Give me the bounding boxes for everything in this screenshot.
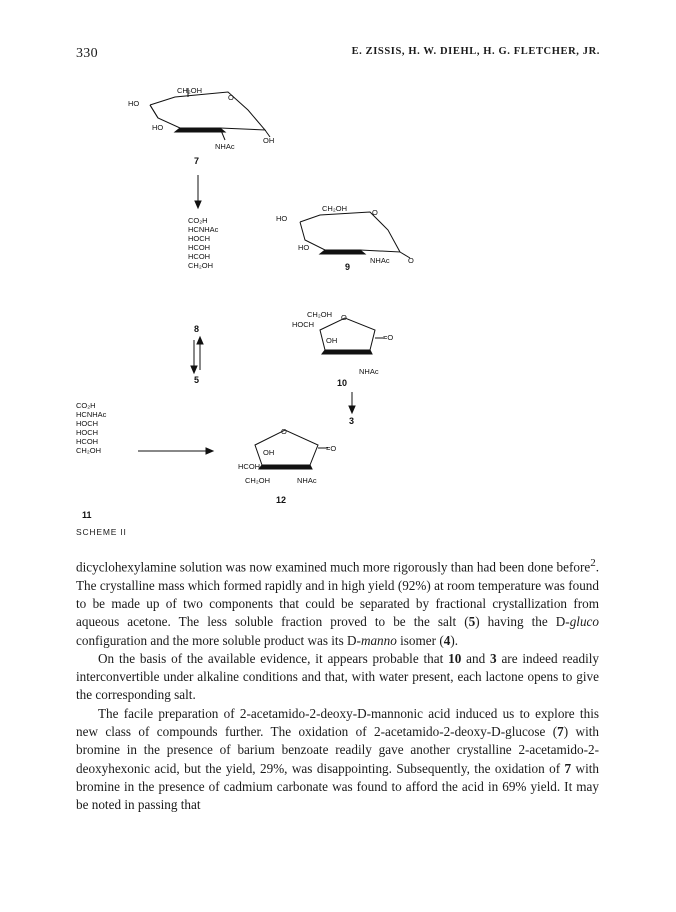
compound-number-8: 8 (194, 324, 200, 334)
label-7-o: O (228, 93, 234, 102)
label-9-nhac: NHAc (370, 256, 390, 265)
paragraph-3: The facile preparation of 2-acetamido-2-deoxy-D-mannonic acid induced us to explore this new class of compounds further. The oxidation of 2-acetamido-2-deoxy-D-glucose (7) with bromine in the presence of barium benzoate readily gave another crystalline 2-acetamido-2-deoxyhexonic acid, but the yield, 29%, was disappointing. Subsequently, the oxidation of 7 with bromine in the presence of cadmium carbonate was found to afford the acid in 69% yield. It may be noted in passing that (76, 705, 599, 813)
label-9-o: O (372, 208, 378, 217)
label-10-ch2oh: CH₂OH (307, 310, 332, 319)
pyranose-ring-9 (300, 212, 400, 252)
compound-number-5: 5 (194, 375, 200, 385)
label-12-hcoh: HCOH (238, 462, 261, 471)
label-7-ch2oh: CH₂OH (177, 86, 202, 95)
compound-number-12: 12 (276, 495, 287, 505)
label-10-oh: OH (326, 336, 338, 345)
label-10-nhac: NHAc (359, 367, 379, 376)
label-9-ch2oh: CH₂OH (322, 204, 347, 213)
label-7-ho: HO (128, 99, 140, 108)
compound-11-chain: CO₂H HCNHAc HOCH HOCH HCOH CH₂OH (76, 401, 107, 455)
scheme-caption: SCHEME II (76, 527, 127, 537)
compound-number-11: 11 (82, 510, 92, 520)
label-9-ho: HO (276, 214, 288, 223)
running-header-authors: E. ZISSIS, H. W. DIEHL, H. G. FLETCHER, JR. (351, 46, 600, 57)
label-10-carbonyl: =O (383, 333, 394, 342)
paragraph-2: On the basis of the available evidence, it appears probable that 10 and 3 are indeed readily interconvertible under alkaline conditions and that, with water present, each lactone opens to give the corresponding salt. (76, 650, 599, 703)
compound-number-3: 3 (349, 416, 355, 426)
label-7-ho2: HO (152, 123, 164, 132)
label-9-o2: O (408, 256, 414, 265)
compound-8-chain: CO₂H HCNHAc HOCH HCOH HCOH CH₂OH (188, 216, 219, 270)
label-9-ho2: HO (298, 243, 310, 252)
paragraph-1: dicyclohexylamine solution was now examined much more rigorously than had been done before$^2$. The crystalline mass which formed rapidly and in high yield (92%) at room temperature was found to be made up of two components that could be separated by fractional crystallization from aqueous acetone. The less soluble fraction proved to be the salt (5) having the D-gluco configuration and the more soluble product was its D-manno isomer (4). (76, 557, 599, 648)
body-text (76, 554, 599, 815)
compound-number-9: 9 (345, 262, 351, 272)
label-12-ch2oh: CH₂OH (245, 476, 270, 485)
label-7-nhac: NHAc (215, 142, 235, 151)
label-12-nhac: NHAc (297, 476, 317, 485)
label-10-hoch: HOCH (292, 320, 315, 329)
label-7-oh: OH (263, 136, 275, 145)
label-12-o: O (281, 427, 287, 436)
label-12-carbonyl: =O (326, 444, 337, 453)
bold-bond-7 (175, 128, 225, 132)
page-number: 330 (76, 46, 98, 61)
compound-number-7: 7 (194, 156, 200, 166)
label-10-o: O (341, 313, 347, 322)
compound-number-10: 10 (337, 378, 348, 388)
label-12-oh: OH (263, 448, 275, 457)
furanose-ring-10 (320, 318, 375, 350)
pyranose-ring-7 (150, 92, 265, 130)
